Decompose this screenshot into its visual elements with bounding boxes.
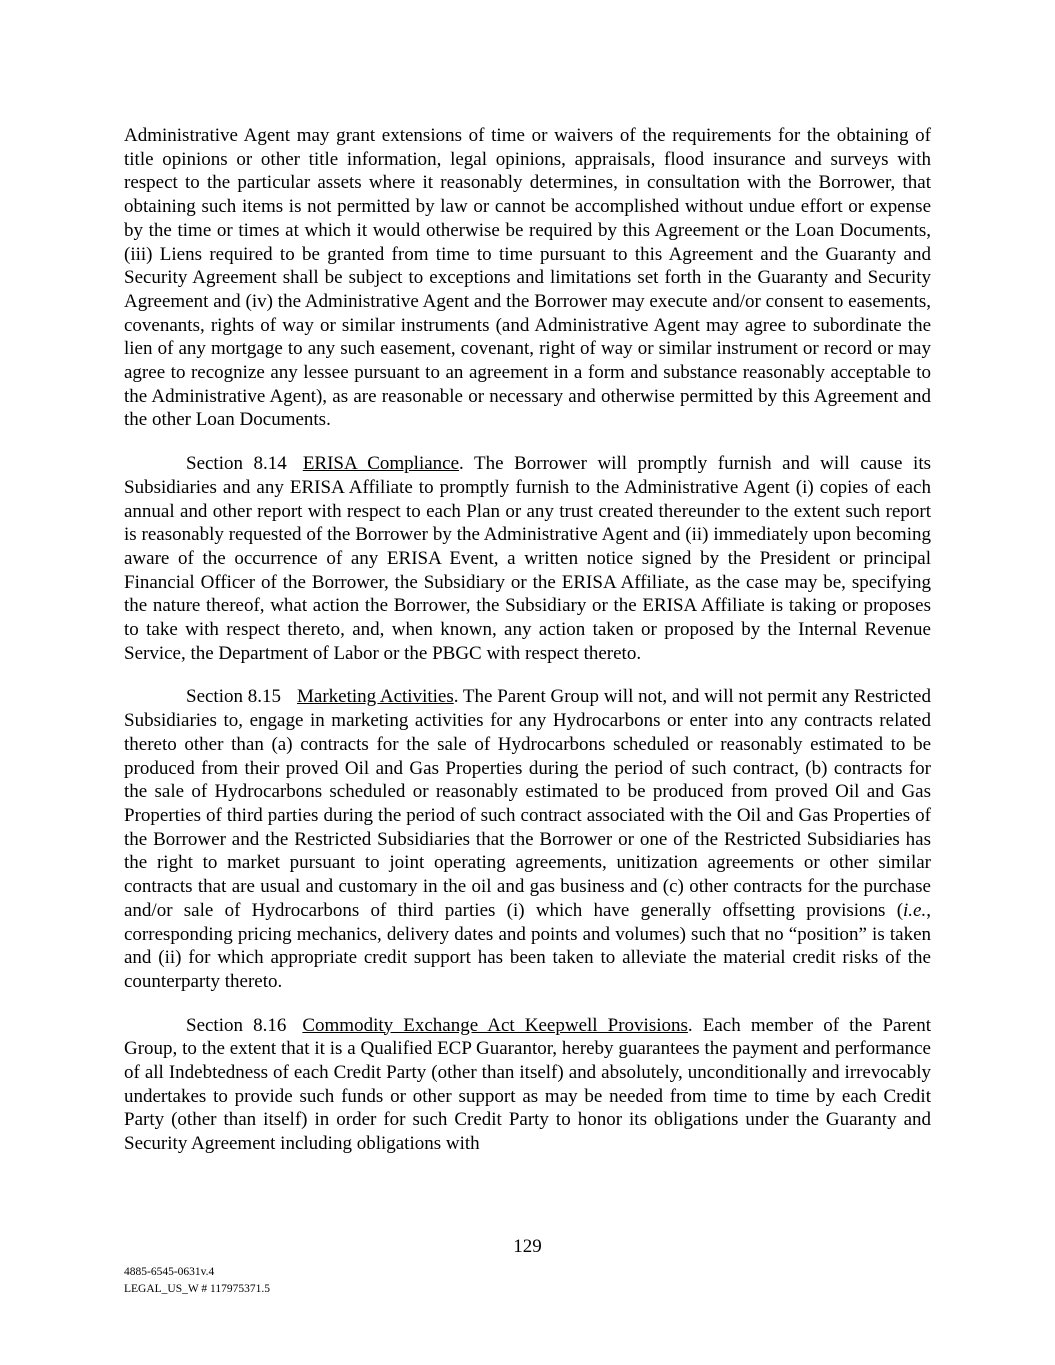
section-body-italic: i.e.	[903, 899, 927, 921]
section-heading: Commodity Exchange Act Keepwell Provisions	[302, 1014, 688, 1036]
section-number: Section 8.15	[186, 686, 281, 708]
section-8-16	[124, 1014, 931, 1156]
section-body-continued: , corresponding pricing mechanics, delivery dates and points and volumes) such that no “position” is taken and (ii) for which appropriate credit support has been taken to alleviate the material credit risks of the counterparty thereto.	[124, 899, 931, 992]
continuation-paragraph: Administrative Agent may grant extensions of time or waivers of the requirements for the obtaining of title opinions or other title information, legal opinions, appraisals, flood insurance and surveys with respect to the particular assets where it reasonably determines, in consultation with the Borrower, that obtaining such items is not permitted by law or cannot be accomplished without undue effort or expense by the time or times at which it would otherwise be required by this Agreement or the Loan Documents, (iii) Liens required to be granted from time to time pursuant to this Agreement and the Guaranty and Security Agreement shall be subject to exceptions and limitations set forth in the Guaranty and Security Agreement and (iv) the Administrative Agent and the Borrower may execute and/or consent to easements, covenants, rights of way or similar instruments (and Administrative Agent may agree to subordinate the lien of any mortgage to any such easement, covenant, right of way or similar instrument or record or may agree to recognize any lessee pursuant to an agreement in a form and substance reasonably acceptable to the Administrative Agent), as are reasonable or necessary and otherwise permitted by this Agreement and the other Loan Documents.	[124, 125, 931, 431]
section-8-14	[124, 452, 931, 665]
section-body: . The Parent Group will not, and will not permit any Restricted Subsidiaries to, engage in marketing activities for any Hydrocarbons or enter into any contracts related thereto other than (a) contracts for the sale of Hydrocarbons scheduled or reasonably estimated to be produced from their proved Oil and Gas Properties during the period of such contract, (b) contracts for the sale of Hydrocarbons scheduled or reasonably estimated to be produced from proved Oil and Gas Properties of third parties during the period of such contract associated with the Oil and Gas Properties of the Borrower and the Restricted Subsidiaries that the Borrower or one of the Restricted Subsidiaries has the right to market pursuant to joint operating agreements, unitization agreements or other similar contracts that are usual and customary in the oil and gas business and (c) other contracts for the purchase and/or sale of Hydrocarbons of third parties (i) which have generally offsetting provisions (	[124, 686, 931, 921]
section-8-15	[124, 685, 931, 993]
section-number: Section 8.14	[186, 453, 287, 475]
section-body: . The Borrower will promptly furnish and will cause its Subsidiaries and any ERISA Affiliate to promptly furnish to the Administrative Agent (i) copies of each annual and other report with respect to each Plan or any trust created thereunder to the extent such report is reasonably requested of the Borrower by the Administrative Agent and (ii) immediately upon becoming aware of the occurrence of any ERISA Event, a written notice signed by the President or principal Financial Officer of the Borrower, the Subsidiary or the ERISA Affiliate, as the case may be, specifying the nature thereof, what action the Borrower, the Subsidiary or the ERISA Affiliate is taking or proposes to take with respect thereto, and, when known, any action taken or proposed by the Internal Revenue Service, the Department of Labor or the PBGC with respect thereto.	[124, 453, 931, 664]
section-number: Section 8.16	[186, 1014, 287, 1036]
section-heading: ERISA Compliance	[302, 453, 460, 475]
document-id-secondary: LEGAL_US_W # 117975371.5	[124, 1283, 270, 1295]
document-id-primary: 4885-6545-0631v.4	[124, 1266, 215, 1278]
document-body	[124, 124, 931, 1176]
section-body: . Each member of the Parent Group, to the extent that it is a Qualified ECP Guarantor, hereby guarantees the payment and performance of all Indebtedness of each Credit Party (other than itself) and absolutely, unconditionally and irrevocably undertakes to provide such funds or other support as may be needed from time to time by each Credit Party (other than itself) in order for such Credit Party to honor its obligations under the Guaranty and Security Agreement including obligations with	[124, 1014, 931, 1155]
page-number: 129	[513, 1236, 542, 1257]
section-heading: Marketing Activities	[297, 686, 454, 708]
